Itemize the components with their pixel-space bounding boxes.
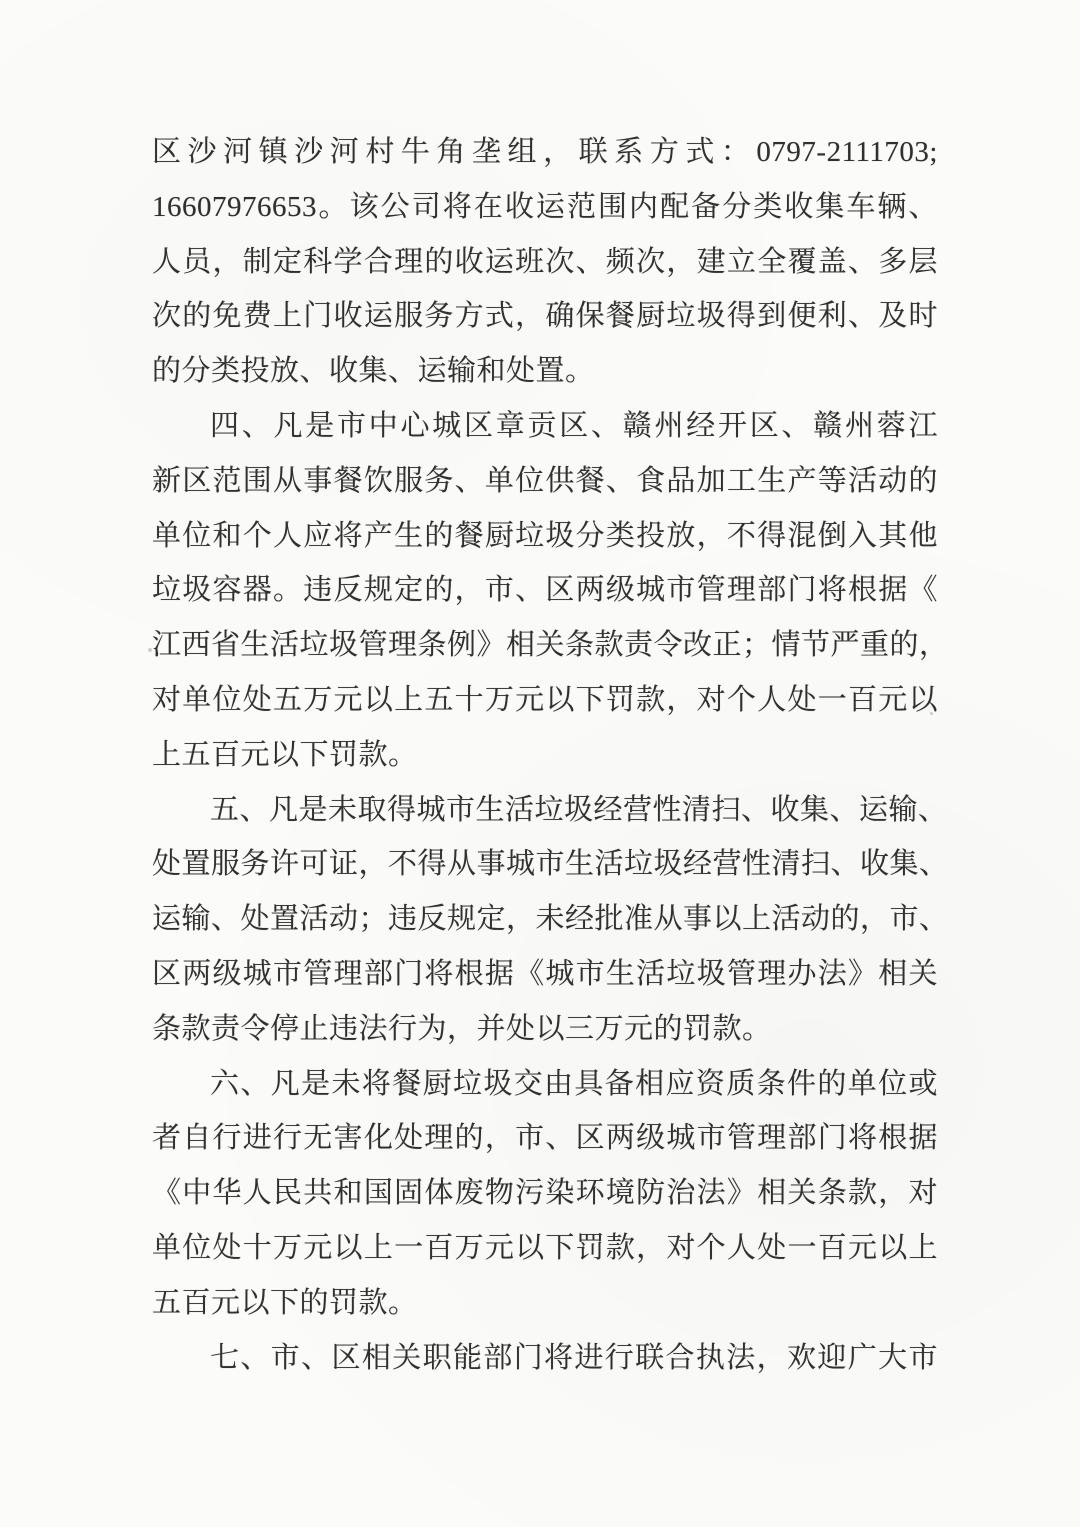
document-text-block bbox=[152, 125, 949, 1385]
text-line: 人员，制定科学合理的收运班次、频次，建立全覆盖、多层 bbox=[152, 245, 938, 278]
text-line: 单位处十万元以上一百万元以下罚款，对个人处一百元以上 bbox=[152, 1231, 938, 1264]
text-line: 处置服务许可证，不得从事城市生活垃圾经营性清扫、收集、 bbox=[152, 848, 949, 881]
text-line: 次的免费上门收运服务方式，确保餐厨垃圾得到便利、及时 bbox=[152, 300, 938, 333]
text-line: 七、市、区相关职能部门将进行联合执法，欢迎广大市 bbox=[210, 1341, 938, 1374]
text-line: 者自行进行无害化处理的，市、区两级城市管理部门将根据 bbox=[152, 1122, 938, 1155]
text-line: 条款责令停止违法行为，并处以三万元的罚款。 bbox=[152, 1012, 772, 1045]
text-line: 16607976653。该公司将在收运范围内配备分类收集车辆、 bbox=[152, 190, 938, 223]
text-line: 区两级城市管理部门将根据《城市生活垃圾管理办法》相关 bbox=[152, 957, 938, 990]
scan-artifact bbox=[930, 712, 933, 715]
text-line: 四、凡是市中心城区章贡区、赣州经开区、赣州蓉江 bbox=[210, 409, 938, 442]
text-line: 运输、处置活动；违反规定，未经批准从事以上活动的，市、 bbox=[152, 903, 949, 936]
text-line: 江西省生活垃圾管理条例》相关条款责令改正；情节严重的， bbox=[152, 629, 949, 662]
paragraph bbox=[152, 1057, 938, 1331]
text-line: 单位和个人应将产生的餐厨垃圾分类投放，不得混倒入其他 bbox=[152, 519, 938, 552]
text-line: 区沙河镇沙河村牛角垄组，联系方式：0797-2111703; bbox=[152, 136, 938, 168]
paragraph bbox=[152, 399, 949, 783]
text-line: 六、凡是未将餐厨垃圾交由具备相应资质条件的单位或 bbox=[210, 1067, 938, 1100]
text-line: 五、凡是未取得城市生活垃圾经营性清扫、收集、运输、 bbox=[210, 793, 948, 826]
text-line: 垃圾容器。违反规定的，市、区两级城市管理部门将根据《 bbox=[152, 574, 938, 607]
scan-artifact bbox=[148, 648, 152, 652]
paragraph bbox=[152, 783, 949, 1057]
text-line: 五百元以下的罚款。 bbox=[152, 1286, 418, 1319]
text-line: 的分类投放、收集、运输和处置。 bbox=[152, 355, 595, 388]
text-line: 对单位处五万元以上五十万元以下罚款，对个人处一百元以 bbox=[152, 683, 938, 716]
paragraph bbox=[152, 125, 938, 399]
text-line: 上五百元以下罚款。 bbox=[152, 738, 418, 771]
text-line: 《中华人民共和国固体废物污染环境防治法》相关条款，对 bbox=[152, 1177, 938, 1210]
paragraph bbox=[152, 1331, 938, 1386]
text-line: 新区范围从事餐饮服务、单位供餐、食品加工生产等活动的 bbox=[152, 464, 938, 497]
